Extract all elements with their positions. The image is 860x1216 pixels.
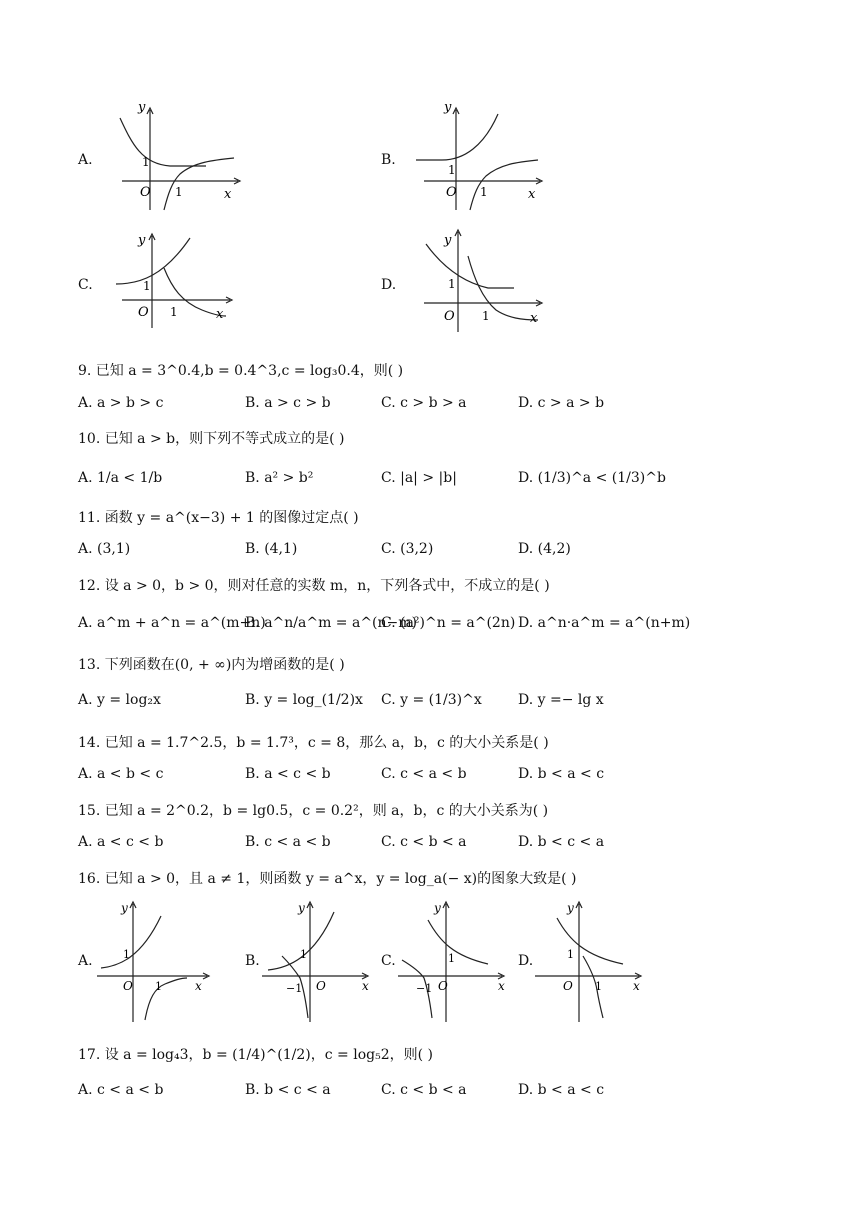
q16-option-b-label: B. xyxy=(245,953,260,969)
q16-graph-d xyxy=(533,898,648,1026)
q8-d-tick-x: 1 xyxy=(482,309,490,323)
q16-graph-c xyxy=(396,898,511,1026)
q16-option-c-label: C. xyxy=(381,953,396,969)
q9-option-b: B. a > c > b xyxy=(245,395,331,411)
q9-option-c: C. c > b > a xyxy=(381,395,467,411)
q8-a-tick-x: 1 xyxy=(175,185,183,199)
q11-option-c: C. (3,2) xyxy=(381,541,434,557)
q16-d-axis-x: x xyxy=(633,979,640,993)
q9-option-a: A. a > b > c xyxy=(78,395,164,411)
q16-b-tick-x: −1 xyxy=(286,982,303,995)
q13-stem: 13. 下列函数在(0, + ∞)内为增函数的是( ) xyxy=(78,657,345,673)
q12-option-c: C. (a²)^n = a^(2n) xyxy=(381,615,516,631)
q8-d-origin: O xyxy=(444,309,455,324)
q8-a-axis-y: y xyxy=(138,100,146,115)
q12-option-b: B. a^n/a^m = a^(n−m) xyxy=(245,615,418,631)
q16-b-tick-y: 1 xyxy=(300,948,307,961)
q16-d-tick-y: 1 xyxy=(567,948,574,961)
q10-option-c: C. |a| > |b| xyxy=(381,470,457,486)
q15-option-a: A. a < c < b xyxy=(78,834,164,850)
q16-stem: 16. 已知 a > 0，且 a ≠ 1，则函数 y = a^x，y = log_a(− x)的图象大致是( ) xyxy=(78,871,577,887)
q16-d-origin: O xyxy=(563,979,573,993)
q16-a-axis-y: y xyxy=(121,901,128,915)
q9-stem: 9. 已知 a = 3^0.4,b = 0.4^3,c = log₃0.4，则( ) xyxy=(78,363,404,379)
q8-b-tick-y: 1 xyxy=(448,163,456,177)
q16-a-tick-x: 1 xyxy=(155,980,162,993)
q16-c-tick-y: 1 xyxy=(448,952,455,965)
q15-stem: 15. 已知 a = 2^0.2，b = lg0.5，c = 0.2²，则 a，b，c 的大小关系为( ) xyxy=(78,803,549,819)
q8-graph-d xyxy=(412,226,552,336)
q8-a-axis-x: x xyxy=(224,187,232,202)
q8-d-axis-y: y xyxy=(444,233,452,248)
q16-c-axis-y: y xyxy=(434,901,441,915)
q13-option-b: B. y = log_(1/2)x xyxy=(245,692,363,708)
q14-stem: 14. 已知 a = 1.7^2.5，b = 1.7³，c = 8，那么 a，b，c 的大小关系是( ) xyxy=(78,735,549,751)
q14-option-d: D. b < a < c xyxy=(518,766,605,782)
q12-option-d: D. a^n·a^m = a^(n+m) xyxy=(518,615,691,631)
q8-option-b-label: B. xyxy=(381,152,396,168)
q8-a-tick-y: 1 xyxy=(142,155,150,169)
q8-c-axis-x: x xyxy=(216,307,224,322)
q16-c-origin: O xyxy=(438,979,448,993)
q8-option-c-label: C. xyxy=(78,277,93,293)
q14-option-a: A. a < b < c xyxy=(78,766,164,782)
q14-option-b: B. a < c < b xyxy=(245,766,331,782)
q16-a-axis-x: x xyxy=(195,979,202,993)
q10-stem: 10. 已知 a > b，则下列不等式成立的是( ) xyxy=(78,431,345,447)
q10-option-a: A. 1/a < 1/b xyxy=(78,470,163,486)
q16-option-d-label: D. xyxy=(518,953,534,969)
q10-option-b: B. a² > b² xyxy=(245,470,314,486)
q16-c-tick-x: −1 xyxy=(416,982,433,995)
q16-a-tick-y: 1 xyxy=(123,948,130,961)
q8-option-a-label: A. xyxy=(78,152,93,168)
q8-b-axis-y: y xyxy=(444,100,452,115)
q15-option-c: C. c < b < a xyxy=(381,834,467,850)
q11-option-b: B. (4,1) xyxy=(245,541,298,557)
q17-option-c: C. c < b < a xyxy=(381,1082,467,1098)
q8-c-axis-y: y xyxy=(138,233,146,248)
q8-c-tick-y: 1 xyxy=(143,279,151,293)
q8-option-d-label: D. xyxy=(381,277,397,293)
q10-option-d: D. (1/3)^a < (1/3)^b xyxy=(518,470,666,486)
q8-b-origin: O xyxy=(446,185,457,200)
q8-d-axis-x: x xyxy=(530,311,538,326)
q12-stem: 12. 设 a > 0，b > 0，则对任意的实数 m，n，下列各式中，不成立的是( ) xyxy=(78,578,550,594)
q13-option-d: D. y =− lg x xyxy=(518,692,604,708)
q16-option-a-label: A. xyxy=(78,953,93,969)
q16-b-axis-x: x xyxy=(362,979,369,993)
q8-b-axis-x: x xyxy=(528,187,536,202)
q11-stem: 11. 函数 y = a^(x−3) + 1 的图像过定点( ) xyxy=(78,510,359,526)
q16-c-axis-x: x xyxy=(498,979,505,993)
q11-option-d: D. (4,2) xyxy=(518,541,571,557)
q17-option-b: B. b < c < a xyxy=(245,1082,331,1098)
q8-b-tick-x: 1 xyxy=(480,185,488,199)
q17-option-a: A. c < a < b xyxy=(78,1082,164,1098)
q8-c-origin: O xyxy=(138,305,149,320)
q8-c-tick-x: 1 xyxy=(170,305,178,319)
q15-option-b: B. c < a < b xyxy=(245,834,331,850)
q12-option-a: A. a^m + a^n = a^(m+n) xyxy=(78,615,266,631)
q16-graph-b xyxy=(260,898,375,1026)
q8-d-tick-y: 1 xyxy=(448,277,456,291)
q8-graph-c xyxy=(112,232,242,332)
q16-d-tick-x: 1 xyxy=(595,980,602,993)
q8-graph-b xyxy=(412,100,552,214)
q8-a-origin: O xyxy=(140,185,151,200)
q15-option-d: D. b < c < a xyxy=(518,834,605,850)
q16-b-origin: O xyxy=(316,979,326,993)
q16-d-axis-y: y xyxy=(567,901,574,915)
q14-option-c: C. c < a < b xyxy=(381,766,467,782)
q16-graph-a xyxy=(95,898,215,1026)
q13-option-a: A. y = log₂x xyxy=(78,692,161,708)
q17-stem: 17. 设 a = log₄3，b = (1/4)^(1/2)，c = log₅2，则( ) xyxy=(78,1047,433,1063)
q11-option-a: A. (3,1) xyxy=(78,541,131,557)
q17-option-d: D. b < a < c xyxy=(518,1082,605,1098)
q8-graph-a xyxy=(110,100,250,214)
q16-a-origin: O xyxy=(123,979,133,993)
q13-option-c: C. y = (1/3)^x xyxy=(381,692,482,708)
q9-option-d: D. c > a > b xyxy=(518,395,605,411)
q16-b-axis-y: y xyxy=(298,901,305,915)
